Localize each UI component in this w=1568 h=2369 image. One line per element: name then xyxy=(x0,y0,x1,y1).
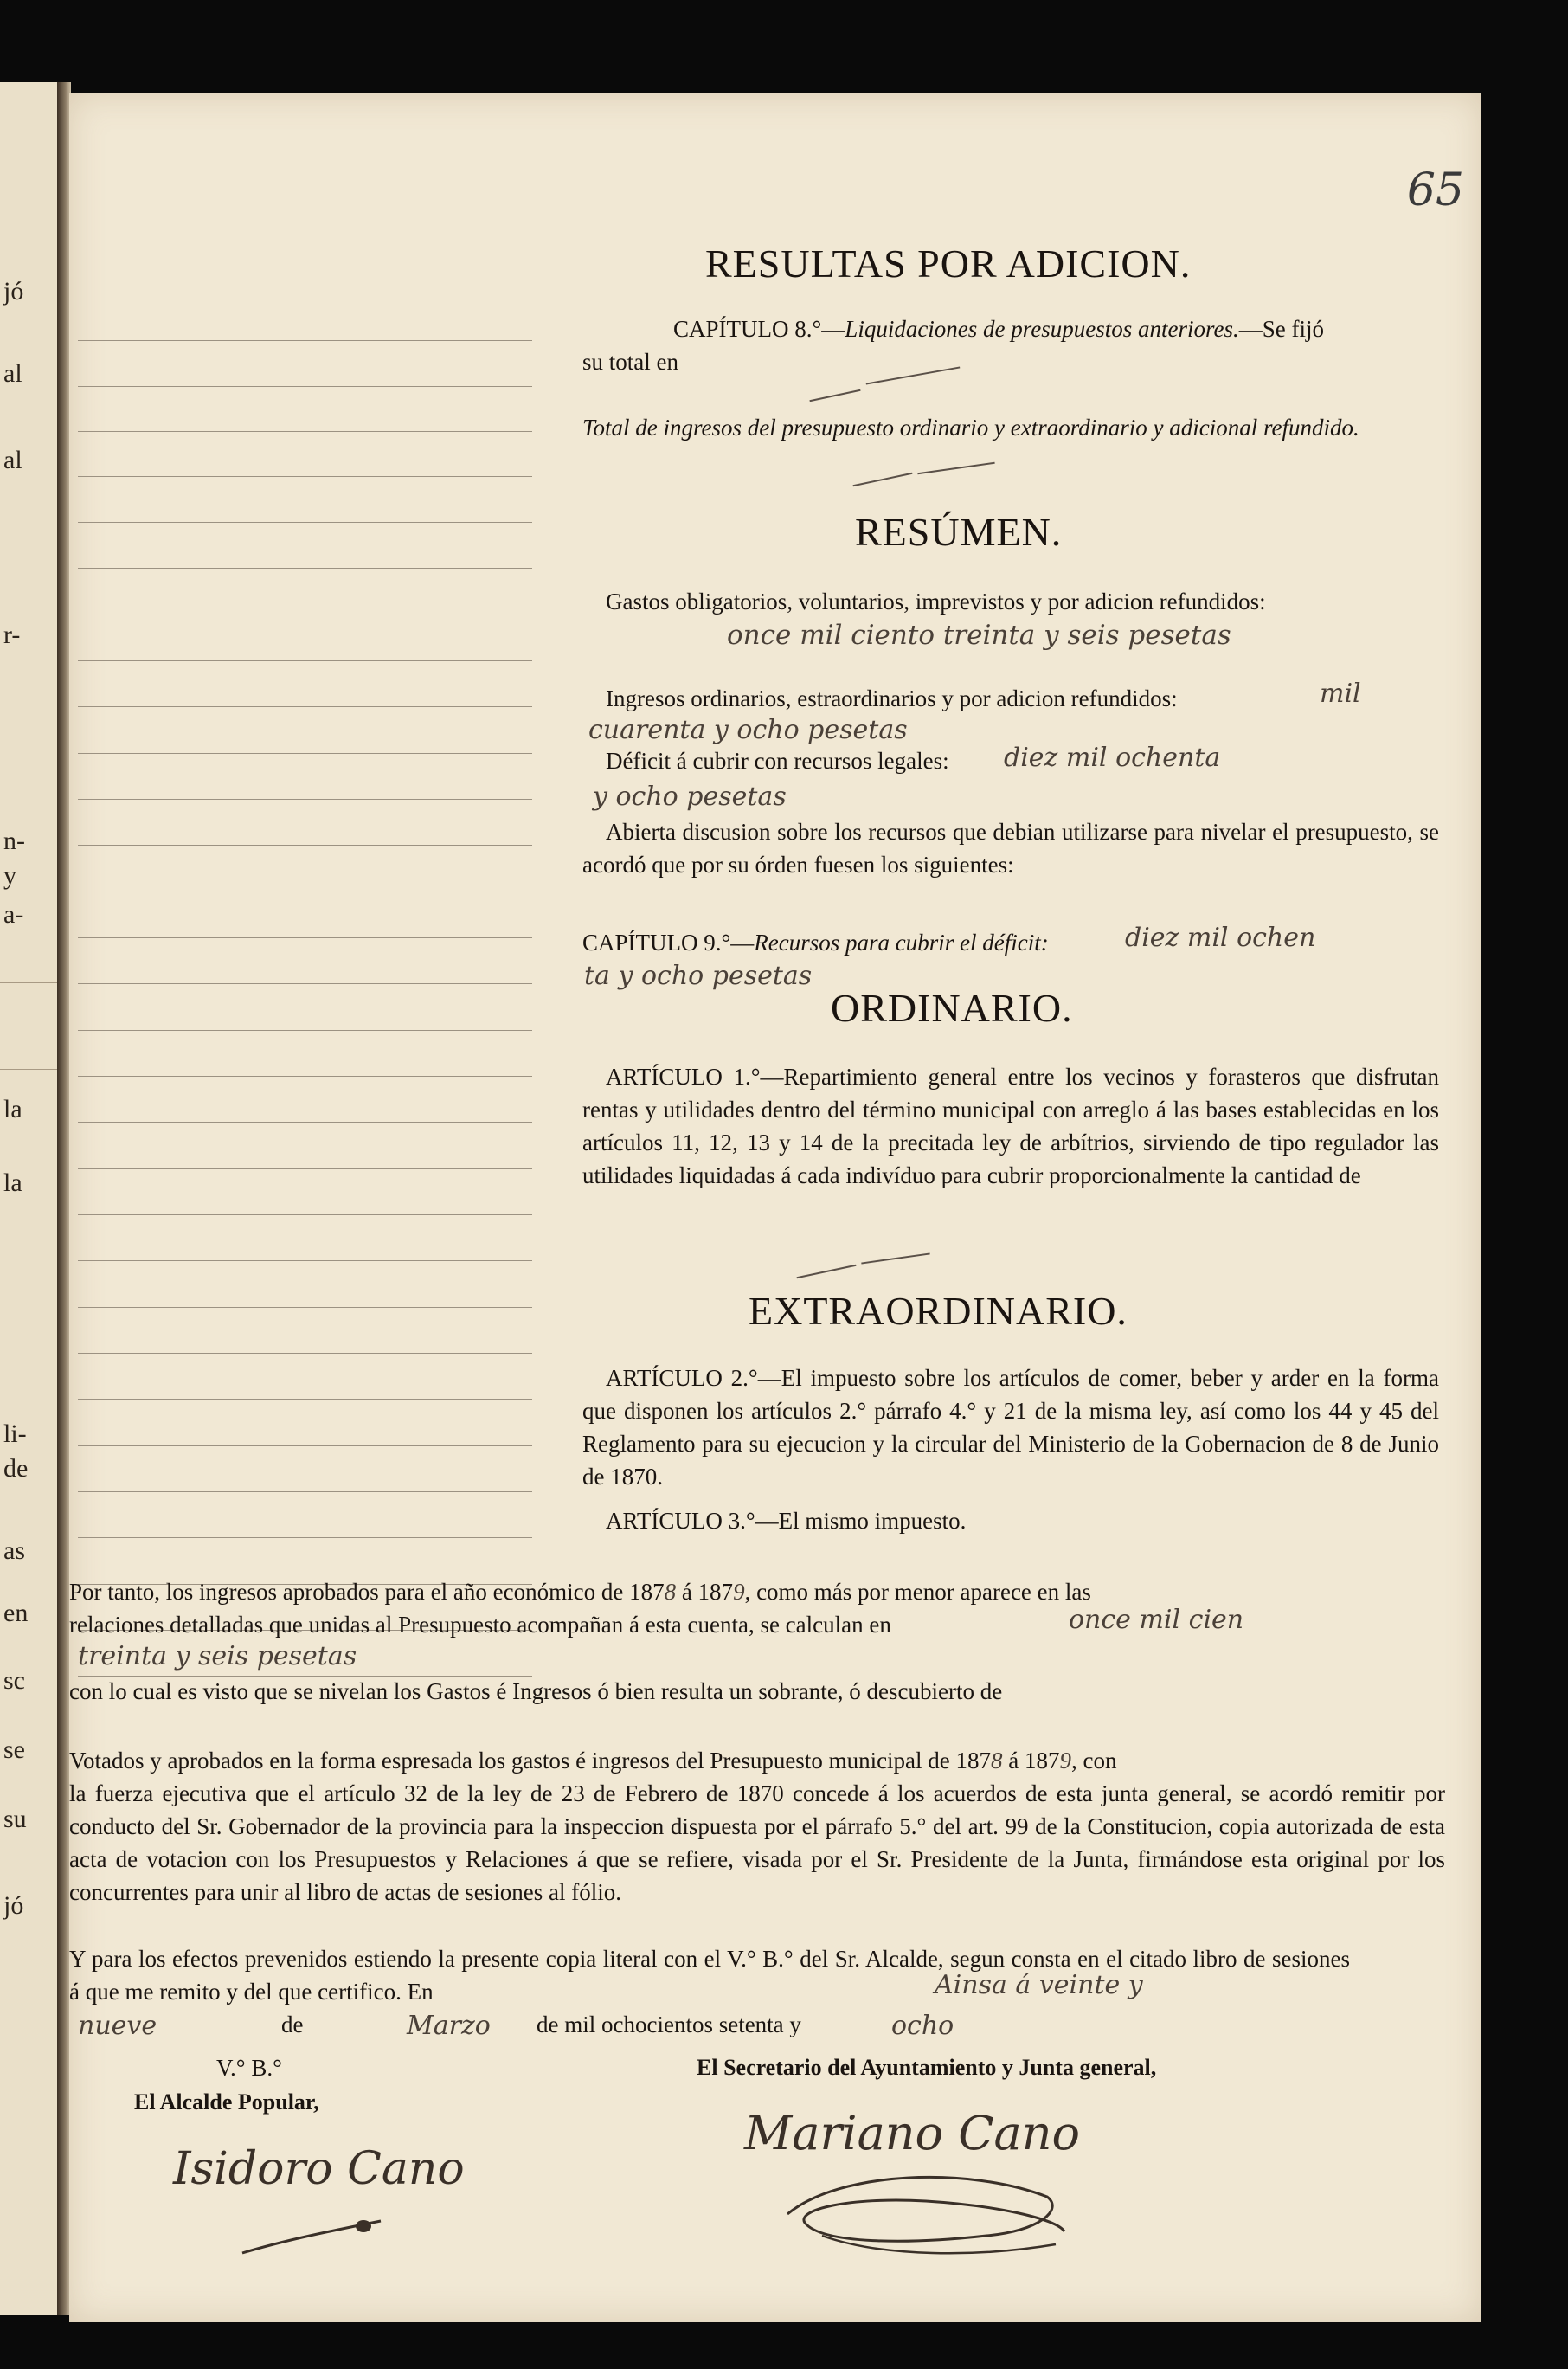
votados-year-1: 8 xyxy=(991,1748,1003,1774)
heading-resultas: RESULTAS POR ADICION. xyxy=(705,241,1192,286)
ruled-line xyxy=(78,1353,532,1354)
cap9-hand-1: diez mil ochen xyxy=(1125,923,1316,953)
por-tanto-text-2: , como más por menor aparece en las xyxy=(744,1579,1091,1605)
left-page-fragment: jó xyxy=(3,277,24,306)
por-tanto-year-1: 8 xyxy=(664,1579,677,1605)
ruled-line xyxy=(78,522,532,523)
gastos-label: Gastos obligatorios, voluntarios, imprevistos y por adicion refundidos: xyxy=(606,589,1266,615)
left-page-fragment: li- xyxy=(3,1419,27,1448)
ruled-line xyxy=(78,799,532,800)
por-tanto-a: á 187 xyxy=(681,1579,734,1605)
ruled-line xyxy=(78,386,532,387)
ruled-line xyxy=(78,1399,532,1400)
por-tanto-hand-2: treinta y seis pesetas xyxy=(78,1641,357,1671)
votados-text-2: , con xyxy=(1071,1748,1117,1774)
vb-label: V.° B.° xyxy=(216,2055,282,2081)
signature-flourish-alcalde xyxy=(234,2205,407,2266)
ruled-line xyxy=(78,1445,532,1446)
votados-a: á 187 xyxy=(1008,1748,1060,1774)
alcalde-label: El Alcalde Popular, xyxy=(134,2089,319,2115)
signature-alcalde: Isidoro Cano xyxy=(173,2143,465,2195)
document-page xyxy=(69,93,1481,2322)
ruled-line xyxy=(78,1491,532,1492)
ingresos-label: Ingresos ordinarios, estraordinarios y por adicion refundidos: xyxy=(606,686,1178,711)
cap8-label: CAPÍTULO 8.°— xyxy=(673,316,845,342)
heading-ordinario: ORDINARIO. xyxy=(831,986,1073,1030)
ruled-line xyxy=(78,1307,532,1308)
ruled-line xyxy=(78,568,532,569)
ingresos-hand-1: mil xyxy=(1320,679,1361,709)
ruled-line xyxy=(78,340,532,341)
discusion: Abierta discusion sobre los recursos que debian utilizarse para nivelar el presupuesto, se acordó que por su órden fuesen los siguientes: xyxy=(582,819,1439,878)
left-page-fragment: se xyxy=(3,1735,25,1764)
deficit-hand-1: diez mil ochenta xyxy=(1004,743,1221,773)
left-page-strip xyxy=(0,82,57,2315)
votados-year-2: 9 xyxy=(1059,1748,1072,1774)
deficit-label: Déficit á cubrir con recursos legales: xyxy=(606,748,949,774)
fecha-year-hand: ocho xyxy=(891,2011,954,2041)
ruled-line xyxy=(78,1537,532,1538)
por-tanto-line2: relaciones detalladas que unidas al Presupuesto acompañan á esta cuenta, se calculan en xyxy=(69,1612,891,1638)
art3: ARTÍCULO 3.°—El mismo impuesto. xyxy=(606,1508,967,1534)
fecha-de: de xyxy=(281,2012,304,2037)
ruled-line xyxy=(78,983,532,984)
blank-dash xyxy=(853,473,913,487)
ruled-line xyxy=(78,706,532,707)
cap8-line2: su total en xyxy=(582,349,678,375)
secretario-label: El Secretario del Ayuntamiento y Junta general, xyxy=(697,2055,1157,2080)
left-page-fragment: al xyxy=(3,359,22,388)
cap8-title: Liquidaciones de presupuestos anteriores. xyxy=(845,316,1239,342)
left-page-fragment: la xyxy=(3,1168,22,1197)
left-page-fragment: en xyxy=(3,1599,29,1627)
ruled-line xyxy=(78,1260,532,1261)
blank-dash xyxy=(809,389,860,402)
con-lo-cual: con lo cual es visto que se nivelan los Gastos é Ingresos ó bien resulta un sobrante, ó descubierto de xyxy=(69,1678,1003,1704)
por-tanto-line1 xyxy=(69,1575,1445,1608)
art1: ARTÍCULO 1.°—Repartimiento general entre los vecinos y forasteros que disfrutan rentas y utilidades dentro del término municipal con arreglo á las bases establecidas en los artículos 11, 12, 13 y 14 de la precitada ley de arbítrios, sirviendo de tipo regulador las utilidades liquidadas á cada indivíduo para cubrir proporcionalmente la cantidad de xyxy=(582,1064,1439,1188)
blank-dash xyxy=(861,1252,929,1264)
ruled-line xyxy=(78,476,532,477)
deficit-hand-2: y ocho pesetas xyxy=(593,782,787,812)
ruled-margin-column xyxy=(78,293,532,1695)
ruled-line xyxy=(78,660,532,661)
total-ingresos: Total de ingresos del presupuesto ordinario y extraordinario y adicional refundido. xyxy=(582,415,1359,441)
ruled-line xyxy=(78,753,532,754)
votados-line1 xyxy=(69,1744,1445,1777)
left-page-fragment: sc xyxy=(3,1666,25,1695)
ruled-line xyxy=(78,1122,532,1123)
cap9-hand-2: ta y ocho pesetas xyxy=(584,961,813,991)
left-page-fragment: de xyxy=(3,1454,29,1483)
ruled-line xyxy=(78,1030,532,1031)
signature-secretario: Mariano Cano xyxy=(744,2106,1081,2160)
por-tanto-year-2: 9 xyxy=(733,1579,745,1605)
cap9-line xyxy=(582,926,1049,959)
fecha-mil: de mil ochocientos setenta y xyxy=(537,2012,801,2037)
ruled-line xyxy=(78,937,532,938)
left-page-fragment: al xyxy=(3,446,22,474)
left-page-rule xyxy=(0,982,57,983)
por-tanto-text-1: Por tanto, los ingresos aprobados para el año económico de 187 xyxy=(69,1579,665,1605)
cap8-suffix: —Se fijó xyxy=(1238,316,1325,342)
left-page-fragment: su xyxy=(3,1805,27,1833)
left-page-fragment: as xyxy=(3,1536,25,1565)
ingresos-hand-2: cuarenta y ocho pesetas xyxy=(588,715,908,745)
left-page-fragment: a- xyxy=(3,900,24,929)
left-page-fragment: n- xyxy=(3,827,25,855)
blank-dash xyxy=(797,1265,857,1279)
y-para-hand: Ainsa á veinte y xyxy=(935,1970,1143,2000)
left-page-fragment: jó xyxy=(3,1891,24,1920)
ruled-line xyxy=(78,1076,532,1077)
blank-dash xyxy=(917,462,994,475)
cap9-label: CAPÍTULO 9.°— xyxy=(582,930,755,956)
ruled-line xyxy=(78,845,532,846)
page-number: 65 xyxy=(1406,164,1464,216)
art2: ARTÍCULO 2.°—El impuesto sobre los artículos de comer, beber y arder en la forma que disponen los artículos 2.° párrafo 4.° y 21 de la misma ley, así como los 44 y 45 del Reglamento para su ejecucion y la circular del Ministerio de la Gobernacion de 8 de Junio de 1870. xyxy=(582,1365,1439,1490)
heading-resumen: RESÚMEN. xyxy=(855,510,1063,554)
ruled-line xyxy=(78,431,532,432)
left-page-rule xyxy=(0,1069,57,1070)
cap8-block xyxy=(582,312,1439,378)
cap9-title: Recursos para cubrir el déficit: xyxy=(754,930,1049,956)
ruled-line xyxy=(78,1168,532,1169)
por-tanto-hand-1: once mil cien xyxy=(1069,1605,1244,1635)
votados-text-1: Votados y aprobados en la forma espresada los gastos é ingresos del Presupuesto municipal de 187 xyxy=(69,1748,992,1774)
ruled-line xyxy=(78,1214,532,1215)
left-page-fragment: y xyxy=(3,861,16,890)
y-para: Y para los efectos prevenidos estiendo la presente copia literal con el V.° B.° del Sr. Alcalde, segun consta en el citado libro de sesiones á que me remito y del que certifico. En xyxy=(69,1946,1350,2005)
fecha-day-hand: nueve xyxy=(78,2011,157,2041)
votados-rest: la fuerza ejecutiva que el artículo 32 de la ley de 23 de Febrero de 1870 concede á los acuerdos de esta junta general, se acordó remitir por conducto del Sr. Gobernador de la provincia para la inspeccion dispuesta por el párrafo 5.° del art. 99 de la Constitucion, copia autorizada de esta acta de votacion con los Presupuestos y Relaciones á que se refiere, visada por el Sr. Presidente de la Junta, firmándose esta original por los concurrentes para unir al libro de actas de sesiones al fólio. xyxy=(69,1780,1445,1905)
gastos-hand: once mil ciento treinta y seis pesetas xyxy=(727,620,1231,651)
left-page-fragment: la xyxy=(3,1095,22,1123)
left-page-fragment: r- xyxy=(3,621,21,649)
heading-extraordinario: EXTRAORDINARIO. xyxy=(749,1289,1128,1333)
signature-flourish-secretario xyxy=(770,2162,1082,2266)
fecha-month-hand: Marzo xyxy=(407,2011,491,2041)
